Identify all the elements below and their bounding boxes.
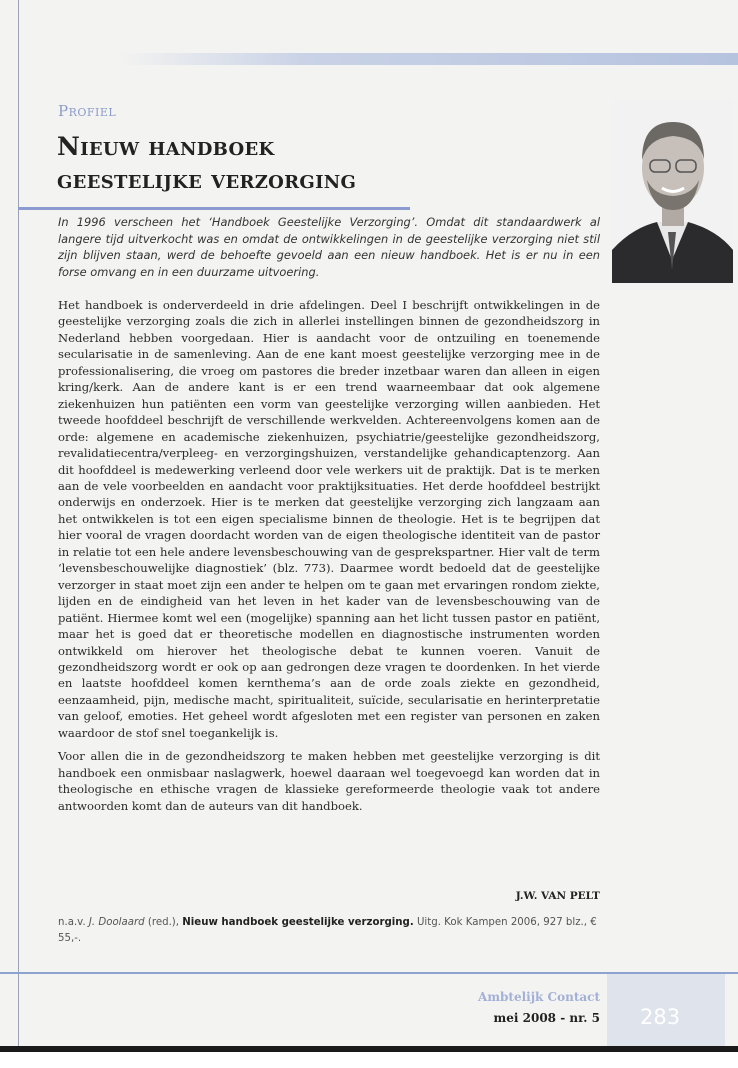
article-intro: In 1996 verscheen het ‘Handboek Geestelijke Verzorging’. Omdat dit standaardwerk al langere tijd uitverkocht was en omdat de ontwikkelingen in de geestelijke verzorging niet stil zijn blijven staan, werd de behoefte gevoeld aan een nieuw handboek. Het is er nu in een forse omvang en in een duurzame uitvoering. (58, 215, 600, 279)
section-kicker: Profiel (58, 102, 117, 120)
title-line-2: geestelijke verzorging (57, 165, 357, 194)
author-portrait-icon (612, 100, 733, 283)
ref-details: Uitg. Kok Kampen 2006, 927 blz., € 55,-. (58, 917, 597, 944)
page-number: 283 (640, 1005, 681, 1029)
body-paragraph: Voor allen die in de gezondheidszorg te maken hebben met geestelijke verzorging is dit handboek een onmisbaar naslagwerk, hoewel daaraan wel toegevoegd kan worden dat in theologische en ethische vragen de klassieke gereformeerde theologie vaak tot andere antwoorden komt dan de auteurs van dit handboek. (58, 749, 600, 813)
header-gradient-bar (120, 53, 738, 65)
title-line-1: Nieuw handboek (57, 132, 275, 161)
magazine-name: Ambtelijk Contact (478, 990, 600, 1004)
body-paragraph: Het handboek is onderverdeeld in drie afdelingen. Deel I beschrijft ontwikkelingen in de geestelijke verzorging zoals die zich in allerlei instellingen binnen de gezondheidszorg in Nederland hebben voorgedaan. Hier is aandacht voor de ontzuiling en toenemende secularisatie in de samenleving. Aan de ene kant moest geestelijke verzorging mee in de professionalisering, die vroeg om pastores die breder inzetbaar waren dan alleen in eigen kring/kerk. Aan de andere kant is er een trend waarneembaar dat ook algemene ziekenhuizen hun patiënten een vorm van geestelijke verzorging willen aanbieden. Het tweede hoofddeel beschrijft de verschillende werkvelden. Achtereenvolgens komen aan de orde: algemene en academische ziekenhuizen, psychiatrie/geestelijke gezondheidszorg, revalidatiecentra/verpleeg- en verzorgingshuizen, verstandelijke gehandicaptenzorg. Aan dit hoofddeel is medewerking verleend door vele werkers uit de praktijk. Dat is te merken aan de vele voorbeelden en aandacht voor praktijksituaties. Het derde hoofddeel bestrijkt onderwijs en onderzoek. Hier is te merken dat geestelijke verzorging zich langzaam aan het ontwikkelen is tot een eigen specialisme binnen de theologie. Het is te begrijpen dat hier vooral de vragen doordacht worden van de eigen theologische identiteit van de pastor in relatie tot een hele andere levensbeschouwing van de gesprekspartner. Hier valt de term ‘levensbeschouwelijke diagnostiek’ (blz. 773). Daarmee wordt bedoeld dat de geestelijke verzorger in staat moet zijn een ander te helpen om te gaan met ervaringen rondom ziekte, lijden en de eindigheid van het leven in het kader van de levensbeschouwing van de patiënt. Hiermee komt wel een (mogelijke) spanning aan het licht tussen pastor en patiënt, maar het is goed dat er theoretische modellen en diagnostische instrumenten worden ontwikkeld om hierover het theologische debat te kunnen voeren. Vanuit de gezondheidszorg wordt er ook op aan gedrongen deze vragen te doordenken. In het vierde en laatste hoofddeel komen kernthema’s aan de orde zoals ziekte en gezondheid, eenzaamheid, pijn, medische macht, spiritualiteit, suïcide, secularisatie en herinterpretatie van geloof, emoties. Het geheel wordt afgesloten met een register van personen en zaken waardoor de stof snel toegankelijk is. (58, 298, 600, 740)
author-signature: J.W. VAN PELT (515, 890, 600, 902)
article-title (57, 130, 356, 196)
page-spine-line (18, 0, 19, 1048)
article-body (58, 297, 600, 821)
title-underline (18, 207, 410, 210)
ref-editor-suffix: (red.), (144, 917, 183, 928)
ref-editor: J. Doolaard (88, 917, 145, 928)
ref-book-title: Nieuw handboek geestelijke verzorging. (182, 917, 414, 928)
issue-info: mei 2008 - nr. 5 (493, 1011, 600, 1025)
book-reference (58, 915, 600, 947)
ref-prefix: n.a.v. (58, 917, 89, 928)
scan-edge (0, 1046, 738, 1052)
